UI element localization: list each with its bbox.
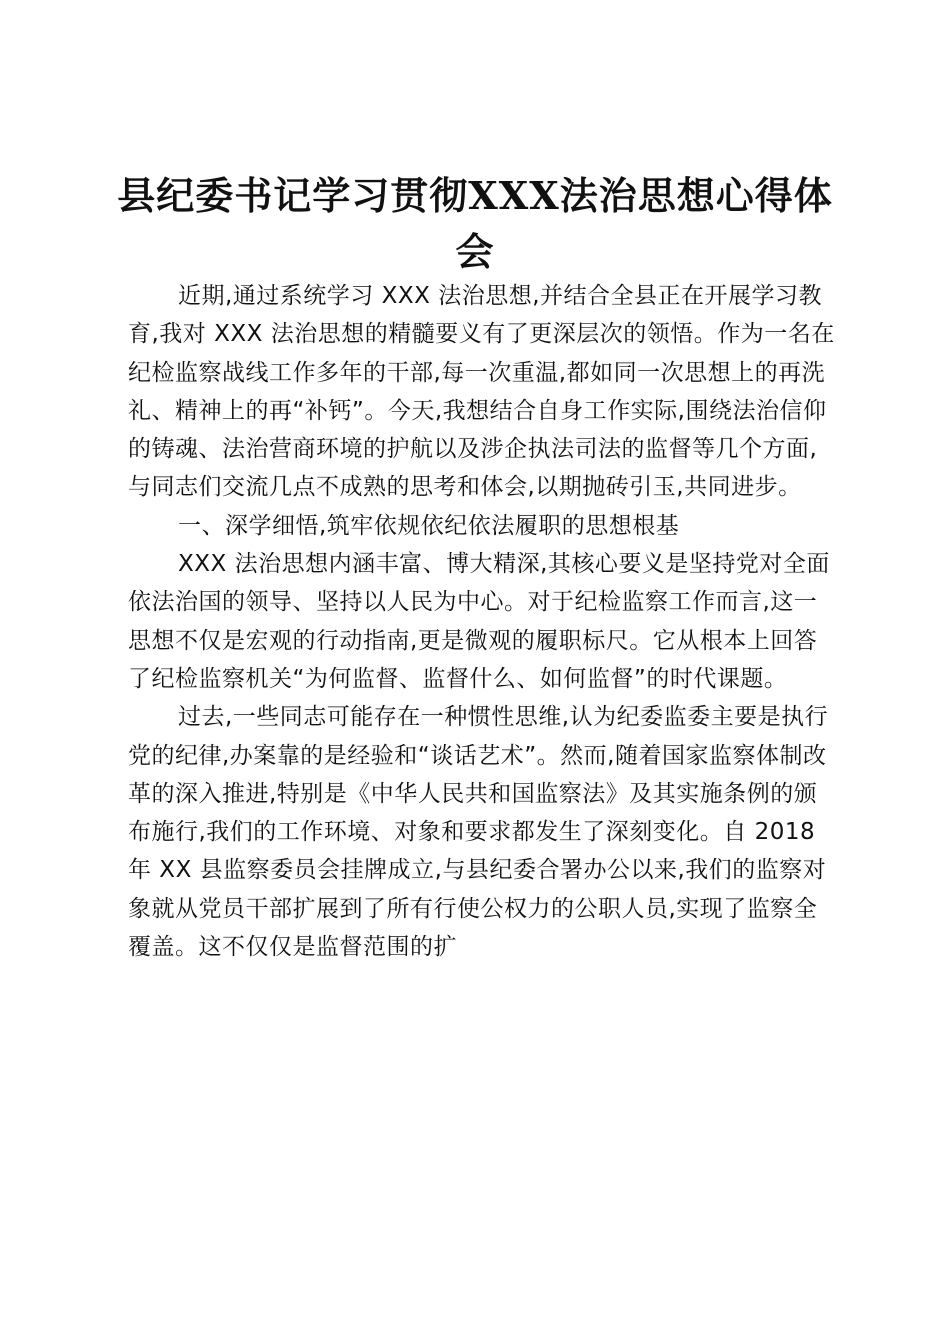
paragraph-intro: 近期,通过系统学习 XXX 法治思想,并结合全县正在开展学习教育,我对 XXX 法治思想的精髓要义有了更深层次的领悟。作为一名在纪检监察战线工作多年的干部,每一次重温,都如同一次思想上的再洗礼、精神上的再“补钙”。今天,我想结合自身工作实际,围绕法治信仰的铸魂、法治营商环境的护航以及涉企执法司法的监督等几个方面,与同志们交流几点不成熟的思考和体会,以期抛砖引玉,共同进步。 <box>128 283 835 501</box>
paragraph-reform: 过去,一些同志可能存在一种惯性思维,认为纪委监委主要是执行党的纪律,办案靠的是经验和“谈话艺术”。然而,随着国家监察体制改革的深入推进,特别是《中华人民共和国监察法》及其实施条例的颁布施行,我们的工作环境、对象和要求都发生了深刻变化。自 2018 年 XX 县监察委员会挂牌成立,与县纪委合署办公以来,我们的监察对象就从党员干部扩展到了所有行使公权力的公职人员,实现了监察全覆盖。这不仅仅是监督范围的扩 <box>128 704 829 961</box>
document-body <box>128 277 840 966</box>
paragraph-core-meaning: XXX 法治思想内涵丰富、博大精深,其核心要义是坚持党对全面依法治国的领导、坚持以人民为中心。对于纪检监察工作而言,这一思想不仅是宏观的行动指南,更是微观的履职标尺。它从根本上回答了纪检监察机关“为何监督、监督什么、如何监督”的时代课题。 <box>128 551 830 692</box>
section-heading: 一、深学细悟,筑牢依规依纪依法履职的思想根基 <box>178 512 680 539</box>
document-title: 县纪委书记学习贯彻XXX法治思想心得体会 <box>117 173 833 274</box>
